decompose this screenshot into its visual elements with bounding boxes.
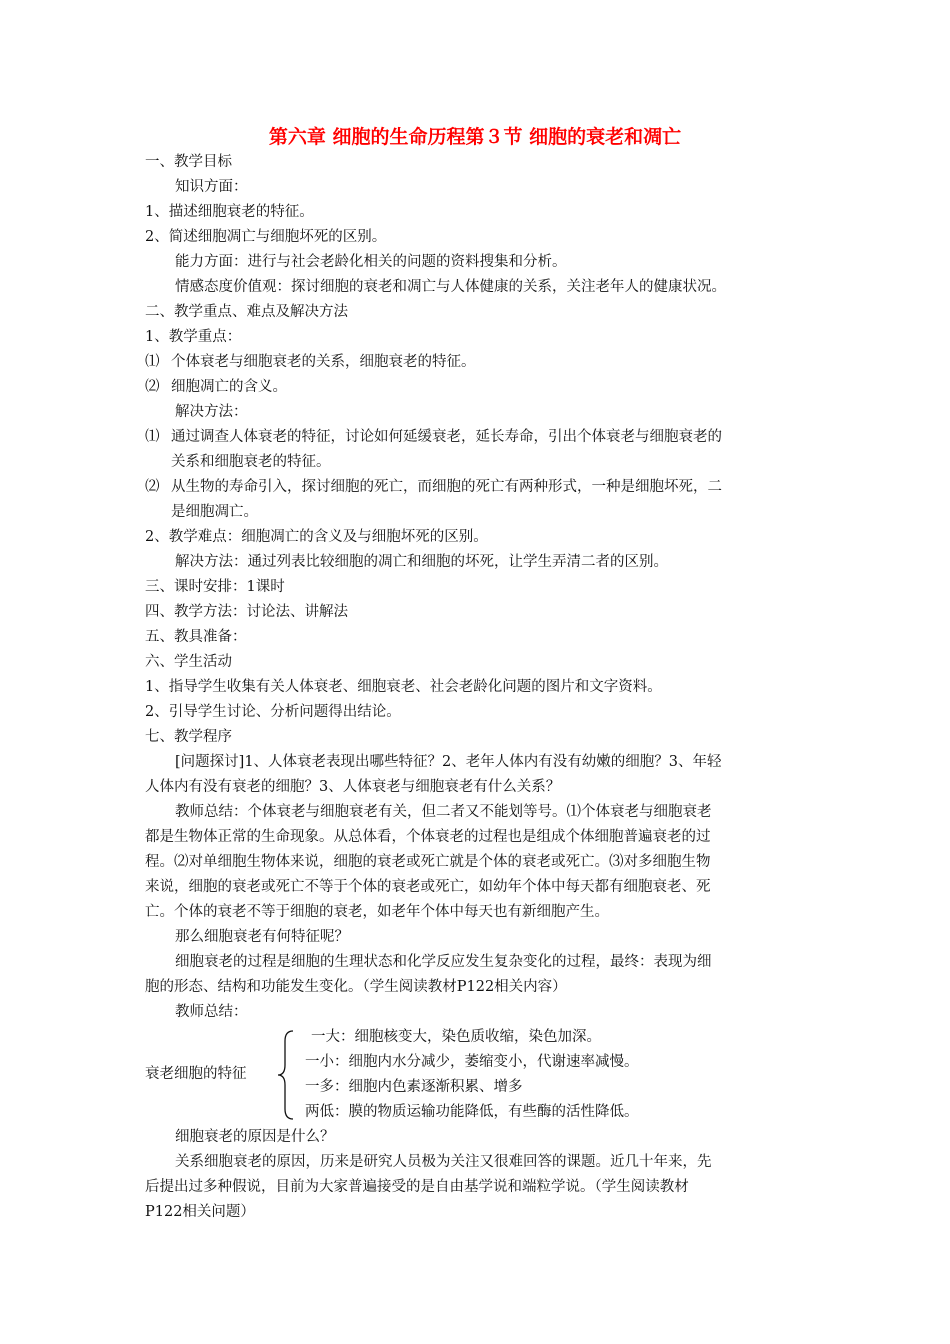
paragraph-line: 那么细胞衰老有何特征呢？ (175, 929, 349, 945)
paragraph-line: [问题探讨]1、人体衰老表现出哪些特征？2、老年人体内有没有幼嫩的细胞？3、年轻 (175, 754, 722, 770)
ability-text: 能力方面：进行与社会老龄化相关的问题的资料搜集和分析。 (175, 254, 567, 270)
paragraph-line: 胞的形态、结构和功能发生变化。（学生阅读教材P122相关内容） (145, 979, 567, 995)
method-item-continued: 关系和细胞衰老的特征。 (171, 454, 331, 470)
paragraph-line: 关系细胞衰老的原因，历来是研究人员极为关注又很难回答的课题。近几十年来，先 (175, 1154, 712, 1170)
paragraph-line: 亡。个体的衰老不等于细胞的衰老，如老年个体中每天也有新细胞产生。 (145, 904, 609, 920)
section-materials: 五、教具准备： (145, 629, 247, 645)
item-text: 通过调查人体衰老的特征，讨论如何延缓衰老，延长寿命，引出个体衰老与细胞衰老的 (171, 429, 722, 445)
features-list (305, 1025, 639, 1125)
activity-item: 2、引导学生讨论、分析问题得出结论。 (145, 704, 401, 720)
method-item-continued: 是细胞凋亡。 (171, 504, 258, 520)
section-methods: 四、教学方法：讨论法、讲解法 (145, 604, 348, 620)
paragraph-line: 教师总结：个体衰老与细胞衰老有关，但二者又不能划等号。⑴个体衰老与细胞衰老 (175, 804, 712, 820)
paragraph-line: 来说，细胞的衰老或死亡不等于个体的衰老或死亡，如幼年个体中每天都有细胞衰老、死 (145, 879, 711, 895)
features-label: 衰老细胞的特征 (145, 1066, 247, 1082)
paragraph-line: 程。⑵对单细胞生物体来说，细胞的衰老或死亡就是个体的衰老或死亡。⑶对多细胞生物 (145, 854, 711, 870)
document-body (145, 150, 805, 1225)
item-number: ⑴ (145, 429, 160, 445)
method-label: 解决方法： (175, 404, 248, 420)
item-text: 从生物的寿命引入，探讨细胞的死亡，而细胞的死亡有两种形式，一种是细胞坏死，二 (171, 479, 722, 495)
section-heading-focus: 二、教学重点、难点及解决方法 (145, 304, 348, 320)
paragraph-line: 教师总结： (175, 1004, 248, 1020)
item-number: ⑵ (145, 479, 160, 495)
item-text: 个体衰老与细胞衰老的关系，细胞衰老的特征。 (171, 354, 476, 370)
item-number: ⑵ (145, 379, 160, 395)
feature-item: 两低：膜的物质运输功能降低，有些酶的活性降低。 (305, 1104, 639, 1120)
curly-brace-icon (275, 1029, 297, 1121)
difficulty-text: 2、教学难点：细胞凋亡的含义及与细胞坏死的区别。 (145, 529, 488, 545)
method-item (145, 425, 805, 450)
paragraph-line: 细胞衰老的过程是细胞的生理状态和化学反应发生复杂变化的过程，最终：表现为细 (175, 954, 712, 970)
focus-label: 1、教学重点： (145, 329, 242, 345)
knowledge-item: 2、简述细胞凋亡与细胞坏死的区别。 (145, 229, 387, 245)
focus-item (145, 375, 805, 400)
section-heading-objectives: 一、教学目标 (145, 154, 232, 170)
knowledge-item: 1、描述细胞衰老的特征。 (145, 204, 314, 220)
method-item (145, 475, 805, 500)
section-schedule: 三、课时安排：1课时 (145, 579, 285, 595)
feature-text: 一大：细胞核变大，染色质收缩，染色加深。 (311, 1029, 601, 1045)
paragraph-line: 都是生物体正常的生命现象。从总体看，个体衰老的过程也是组成个体细胞普遍衰老的过 (145, 829, 711, 845)
difficulty-method: 解决方法：通过列表比较细胞的凋亡和细胞的坏死，让学生弄清二者的区别。 (175, 554, 668, 570)
item-text: 细胞凋亡的含义。 (171, 379, 287, 395)
section-heading-procedure: 七、教学程序 (145, 729, 232, 745)
paragraph-line: 后提出过多种假说，目前为大家普遍接受的是自由基学说和端粒学说。（学生阅读教材 (145, 1179, 689, 1195)
feature-item: 一小：细胞内水分减少，萎缩变小，代谢速率减慢。 (305, 1054, 639, 1070)
feature-item: 一多：细胞内色素逐渐积累、增多 (305, 1079, 523, 1095)
paragraph-line: 人体内有没有衰老的细胞？3、人体衰老与细胞衰老有什么关系？ (145, 779, 561, 795)
attitude-text: 情感态度价值观：探讨细胞的衰老和凋亡与人体健康的关系，关注老年人的健康状况。 (175, 279, 726, 295)
item-number: ⑴ (145, 354, 160, 370)
paragraph-line: P122相关问题） (145, 1204, 255, 1220)
feature-item (305, 1025, 639, 1050)
activity-item: 1、指导学生收集有关人体衰老、细胞衰老、社会老龄化问题的图片和文字资料。 (145, 679, 662, 695)
aging-cell-features (145, 1025, 805, 1125)
focus-item (145, 350, 805, 375)
page-title: 第六章 细胞的生命历程第３节 细胞的衰老和凋亡 (268, 126, 682, 148)
knowledge-label: 知识方面： (175, 179, 248, 195)
paragraph-line: 细胞衰老的原因是什么？ (175, 1129, 335, 1145)
section-heading-activities: 六、学生活动 (145, 654, 232, 670)
